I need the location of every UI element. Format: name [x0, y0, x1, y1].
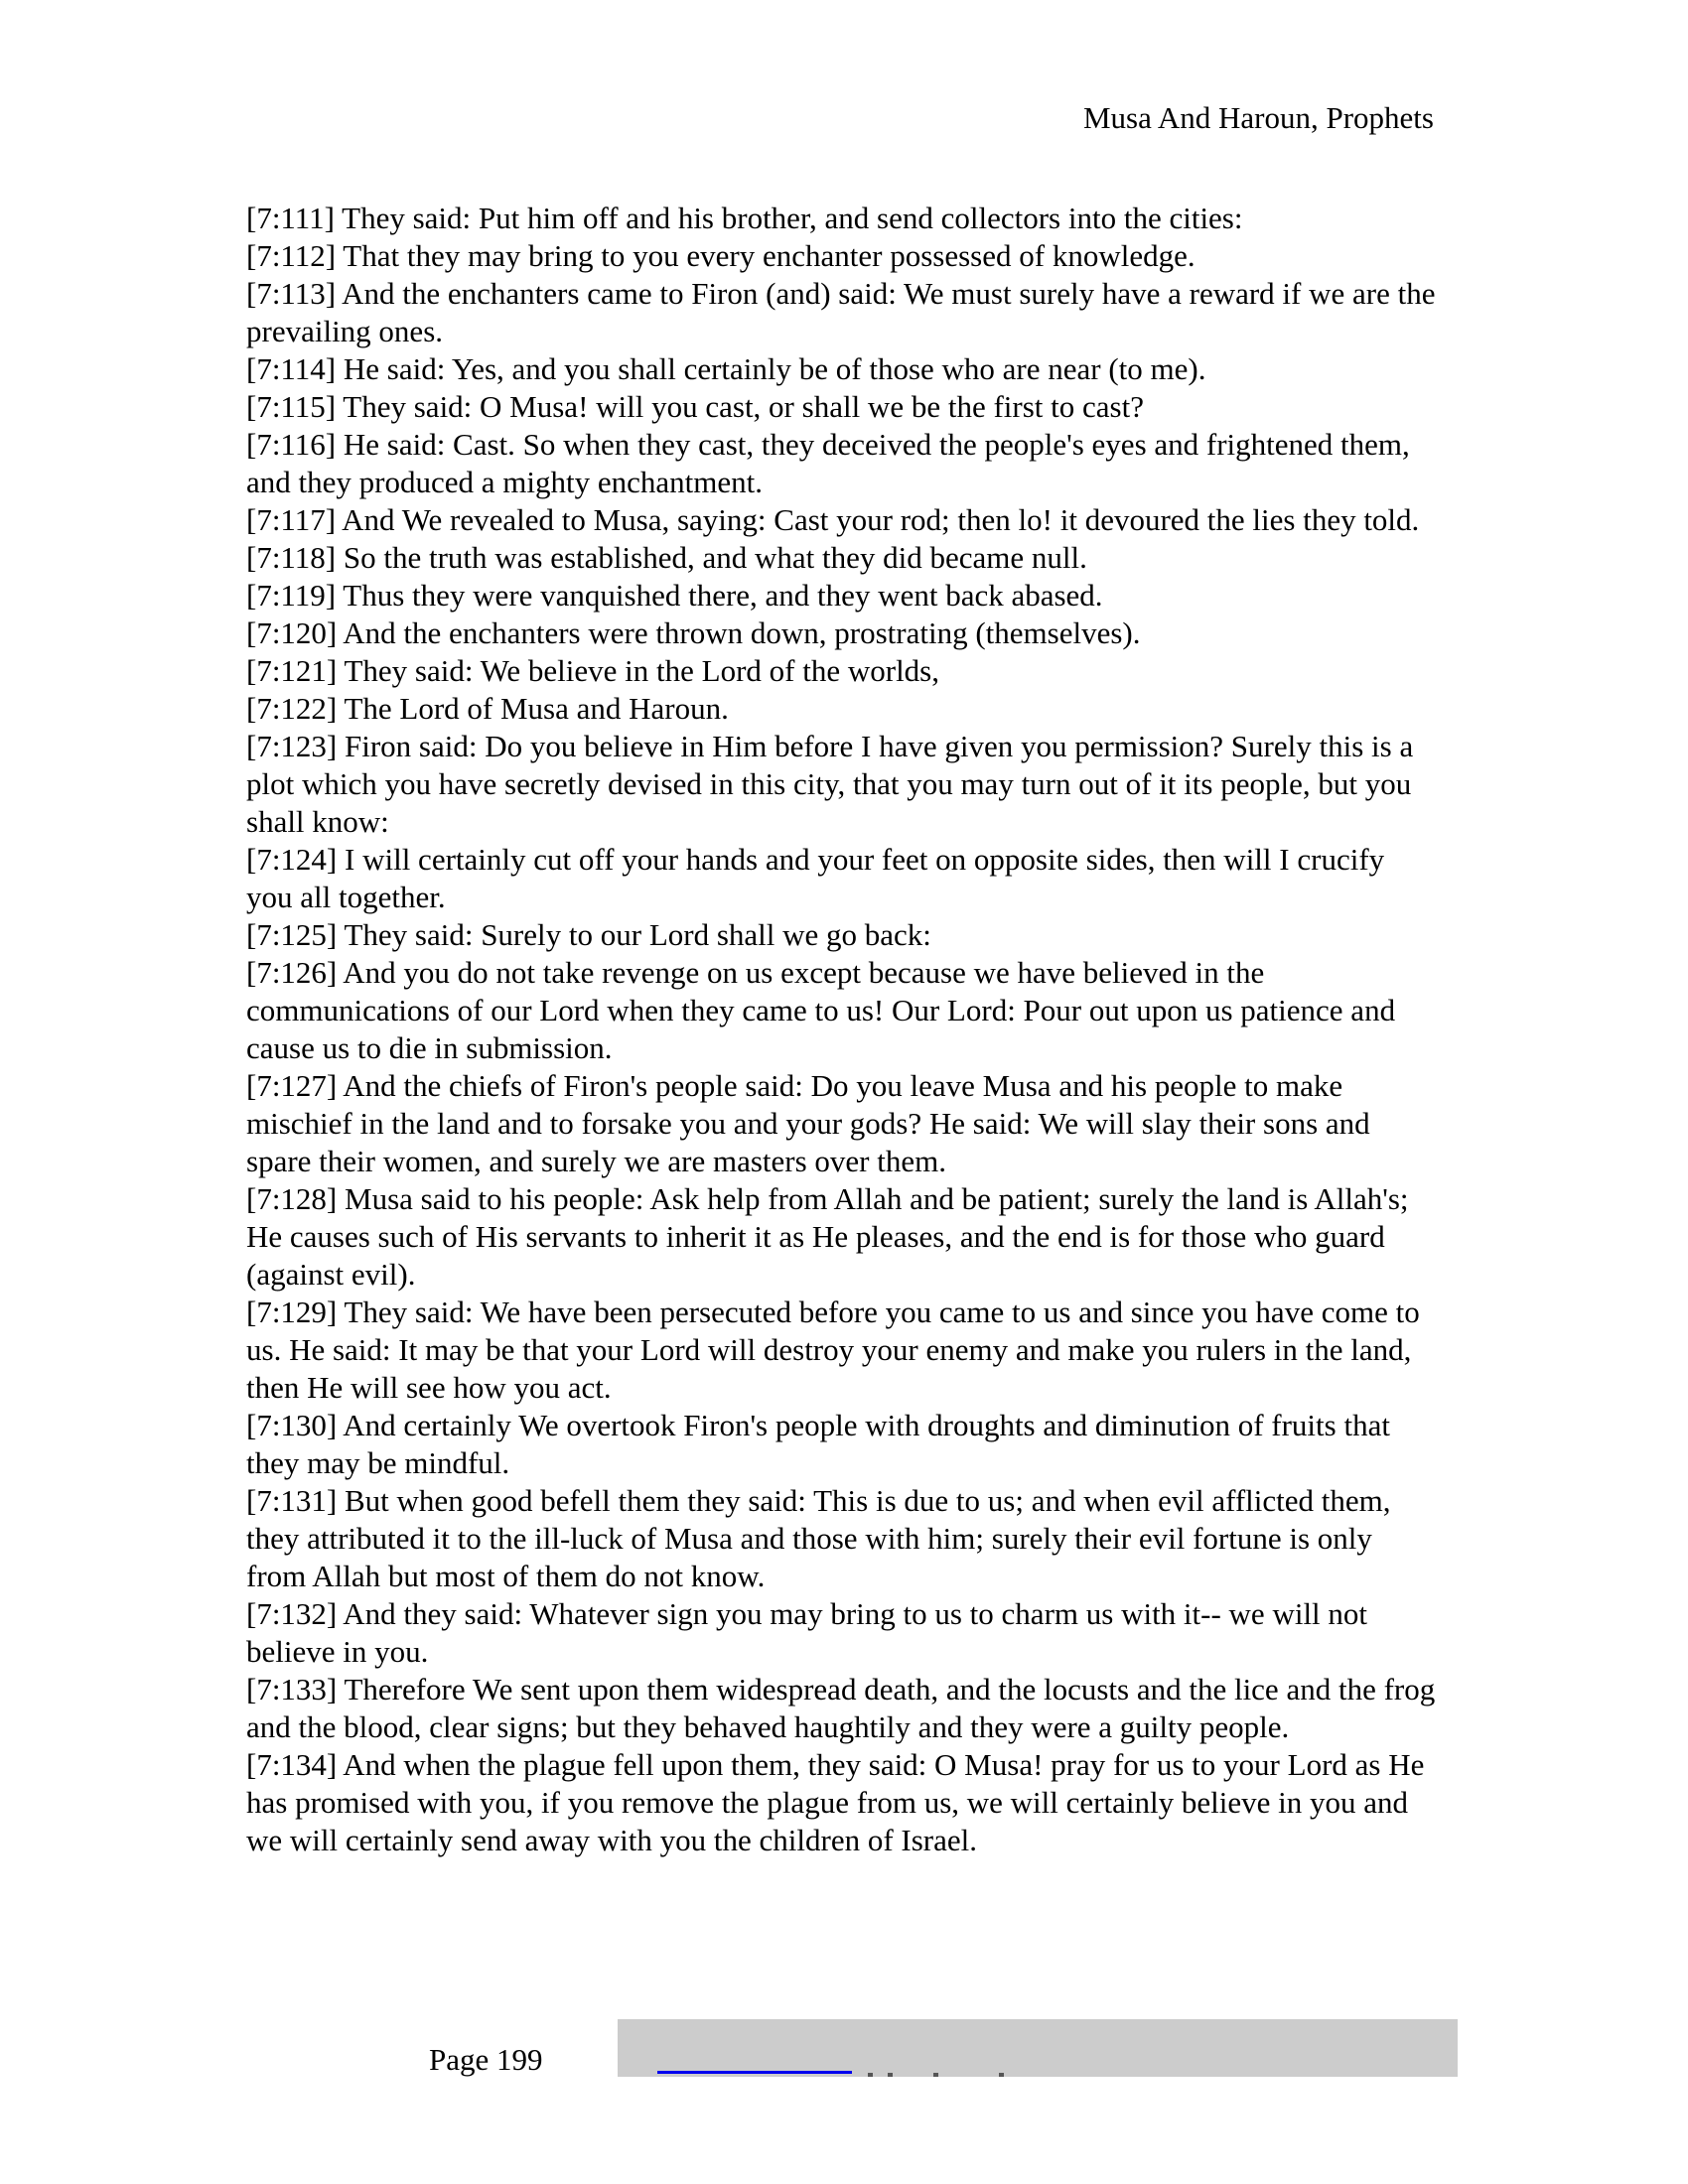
verse-7-118: [7:118] So the truth was established, and what they did became null. [246, 540, 1087, 575]
verse-7-113: [7:113] And the enchanters came to Firon (and) said: We must surely have a reward if we are the prevailing ones. [246, 276, 1436, 348]
footer-text-fragment [868, 2073, 873, 2077]
verse-list [246, 200, 1438, 1859]
verse-7-122: [7:122] The Lord of Musa and Haroun. [246, 691, 729, 726]
verse-7-114: [7:114] He said: Yes, and you shall certainly be of those who are near (to me). [246, 351, 1206, 386]
page-number: Page 199 [429, 2042, 543, 2077]
verse-7-127: [7:127] And the chiefs of Firon's people said: Do you leave Musa and his people to make mischief in the land and to forsake you and your gods? He said: We will slay their sons and spare their women, and surely we are masters over them. [246, 1068, 1370, 1178]
footer-text-fragment [888, 2073, 893, 2077]
verse-7-112: [7:112] That they may bring to you every enchanter possessed of knowledge. [246, 238, 1196, 273]
footer-banner [618, 2019, 1458, 2077]
verse-7-119: [7:119] Thus they were vanquished there, and they went back abased. [246, 578, 1103, 613]
verse-7-128: [7:128] Musa said to his people: Ask help from Allah and be patient; surely the land is Allah's; He causes such of His servants to inherit it as He pleases, and the end is for those who guard (against evil). [246, 1181, 1409, 1292]
verse-7-132: [7:132] And they said: Whatever sign you may bring to us to charm us with it-- we will not believe in you. [246, 1596, 1368, 1669]
verse-7-125: [7:125] They said: Surely to our Lord shall we go back: [246, 917, 931, 952]
running-header: Musa And Haroun, Prophets [1082, 100, 1434, 135]
footer-link[interactable] [657, 2071, 852, 2074]
verse-7-130: [7:130] And certainly We overtook Firon's people with droughts and diminution of fruits that they may be mindful. [246, 1408, 1390, 1480]
footer-text-fragment [999, 2073, 1004, 2077]
verse-7-131: [7:131] But when good befell them they said: This is due to us; and when evil afflicted them, they attributed it to the ill-luck of Musa and those with him; surely their evil fortune is only from Allah but most of them do not know. [246, 1483, 1391, 1593]
verse-7-116: [7:116] He said: Cast. So when they cast, they deceived the people's eyes and frightened them, and they produced a mighty enchantment. [246, 427, 1410, 499]
verse-7-111: [7:111] They said: Put him off and his brother, and send collectors into the cities: [246, 201, 1243, 235]
verse-7-120: [7:120] And the enchanters were thrown down, prostrating (themselves). [246, 615, 1141, 650]
verse-7-126: [7:126] And you do not take revenge on us except because we have believed in the communications of our Lord when they came to us! Our Lord: Pour out upon us patience and cause us to die in submission. [246, 955, 1396, 1065]
footer-text-fragment [933, 2073, 938, 2077]
verse-7-124: [7:124] I will certainly cut off your hands and your feet on opposite sides, then will I crucify you all together. [246, 842, 1385, 914]
verse-7-129: [7:129] They said: We have been persecuted before you came to us and since you have come to us. He said: It may be that your Lord will destroy your enemy and make you rulers in the land, then He will see how you act. [246, 1295, 1420, 1405]
verse-7-133: [7:133] Therefore We sent upon them widespread death, and the locusts and the lice and the frog and the blood, clear signs; but they behaved haughtily and they were a guilty people. [246, 1672, 1436, 1744]
verse-7-117: [7:117] And We revealed to Musa, saying: Cast your rod; then lo! it devoured the lies they told. [246, 502, 1420, 537]
verse-7-121: [7:121] They said: We believe in the Lord of the worlds, [246, 653, 939, 688]
verse-7-134: [7:134] And when the plague fell upon them, they said: O Musa! pray for us to your Lord as He has promised with you, if you remove the plague from us, we will certainly believe in you and we will certainly send away with you the children of Israel. [246, 1747, 1425, 1857]
verse-7-115: [7:115] They said: O Musa! will you cast, or shall we be the first to cast? [246, 389, 1144, 424]
verse-7-123: [7:123] Firon said: Do you believe in Him before I have given you permission? Surely this is a plot which you have secretly devised in this city, that you may turn out of it its people, but you shall know: [246, 729, 1414, 839]
